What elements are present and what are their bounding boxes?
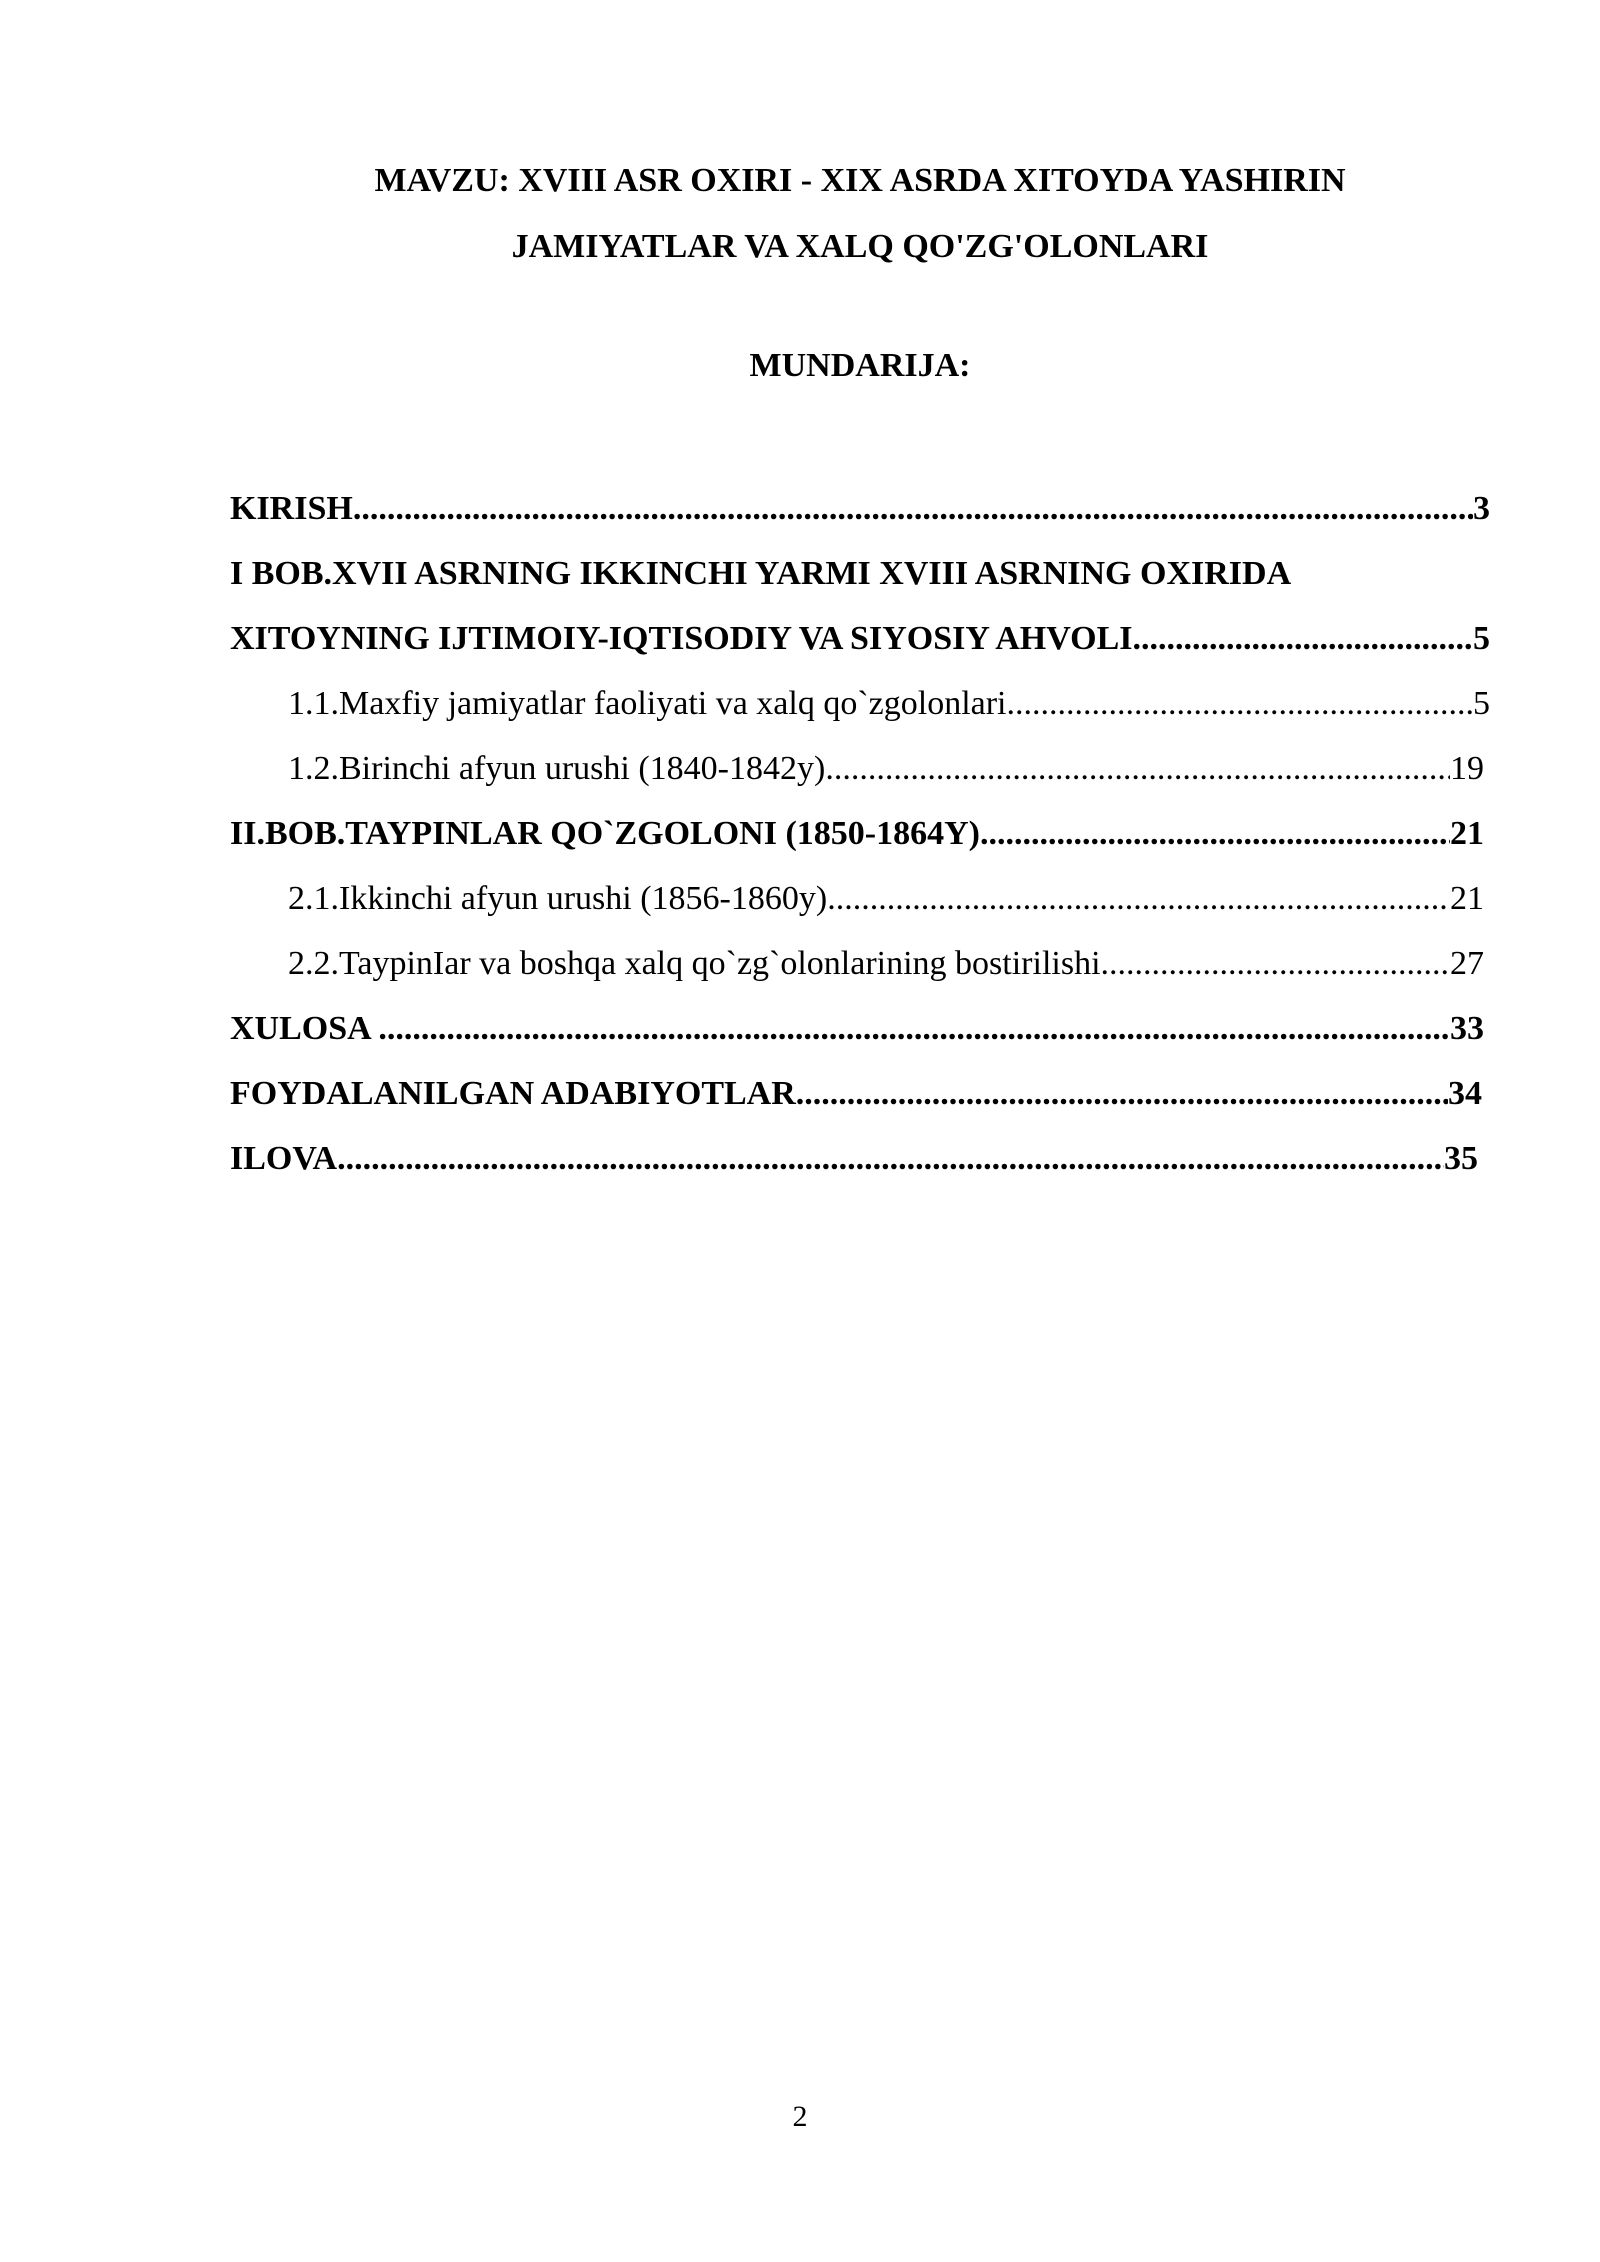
toc-leader bbox=[1007, 671, 1474, 736]
toc-entry-adabiyotlar[interactable] bbox=[230, 1061, 1490, 1126]
toc-page-number: 34 bbox=[1448, 1075, 1482, 1112]
toc-page-number: 5 bbox=[1473, 685, 1490, 722]
toc-entry-ilova[interactable] bbox=[230, 1126, 1490, 1191]
toc-leader bbox=[1101, 931, 1450, 996]
toc-label: 2.2.TaypinIar va boshqa xalq qo`zg`olonlarining bostirilishi bbox=[288, 945, 1101, 982]
toc-leader bbox=[827, 866, 1450, 931]
toc-entry-section-1-2[interactable] bbox=[230, 736, 1490, 801]
toc-page-number: 5 bbox=[1473, 620, 1490, 657]
toc-label: 1.2.Birinchi afyun urushi (1840-1842y) bbox=[288, 750, 826, 787]
toc-entry-chapter-2[interactable] bbox=[230, 801, 1490, 866]
document-title bbox=[230, 148, 1490, 280]
title-line-2: JAMIYATLAR VA XALQ QO'ZG'OLONLARI bbox=[511, 228, 1209, 265]
toc-page-number: 19 bbox=[1450, 750, 1484, 787]
toc-entry-section-2-2[interactable] bbox=[230, 931, 1490, 996]
toc-label: I BOB.XVII ASRNING IKKINCHI YARMI XVIII ASRNING OXIRIDA bbox=[230, 555, 1292, 592]
toc-leader bbox=[353, 476, 1473, 541]
toc-entry-section-1-1[interactable] bbox=[230, 671, 1490, 736]
toc-label: ILOVA bbox=[230, 1140, 338, 1177]
toc-page-number: 35 bbox=[1444, 1140, 1478, 1177]
toc-entry-kirish[interactable] bbox=[230, 476, 1490, 541]
toc-leader bbox=[378, 996, 1450, 1061]
toc-entry-xulosa[interactable] bbox=[230, 996, 1490, 1061]
toc-label: XITOYNING IJTIMOIY-IQTISODIY VA SIYOSIY AHVOLI bbox=[230, 620, 1133, 657]
toc-label: FOYDALANILGAN ADABIYOTLAR bbox=[230, 1075, 796, 1112]
page-number: 2 bbox=[792, 2100, 808, 2133]
toc-entry-chapter-1-line-1[interactable] bbox=[230, 541, 1490, 606]
toc-leader bbox=[980, 801, 1450, 866]
toc-page-number: 3 bbox=[1473, 490, 1490, 527]
toc-label: XULOSA bbox=[230, 1010, 379, 1047]
table-of-contents bbox=[230, 476, 1490, 1191]
toc-leader bbox=[1132, 606, 1473, 671]
toc-leader bbox=[337, 1126, 1444, 1191]
toc-page-number: 21 bbox=[1450, 815, 1484, 852]
toc-leader bbox=[796, 1061, 1448, 1126]
toc-entry-chapter-1-line-2[interactable] bbox=[230, 606, 1490, 671]
toc-label: II.BOB.TAYPINLAR QO`ZGOLONI (1850-1864Y) bbox=[230, 815, 980, 852]
toc-label: 2.1.Ikkinchi afyun urushi (1856-1860y) bbox=[288, 880, 828, 917]
toc-leader bbox=[825, 736, 1450, 801]
toc-label: 1.1.Maxfiy jamiyatlar faoliyati va xalq qo`zgolonlari bbox=[288, 685, 1007, 722]
toc-entry-section-2-1[interactable] bbox=[230, 866, 1490, 931]
toc-label: KIRISH bbox=[230, 490, 353, 527]
toc-page-number: 21 bbox=[1450, 880, 1484, 917]
toc-page-number: 27 bbox=[1450, 945, 1484, 982]
toc-page-number: 33 bbox=[1450, 1010, 1484, 1047]
contents-heading: MUNDARIJA: bbox=[749, 347, 971, 384]
title-line-1: MAVZU: XVIII ASR OXIRI - XIX ASRDA XITOYDA YASHIRIN bbox=[374, 162, 1346, 199]
